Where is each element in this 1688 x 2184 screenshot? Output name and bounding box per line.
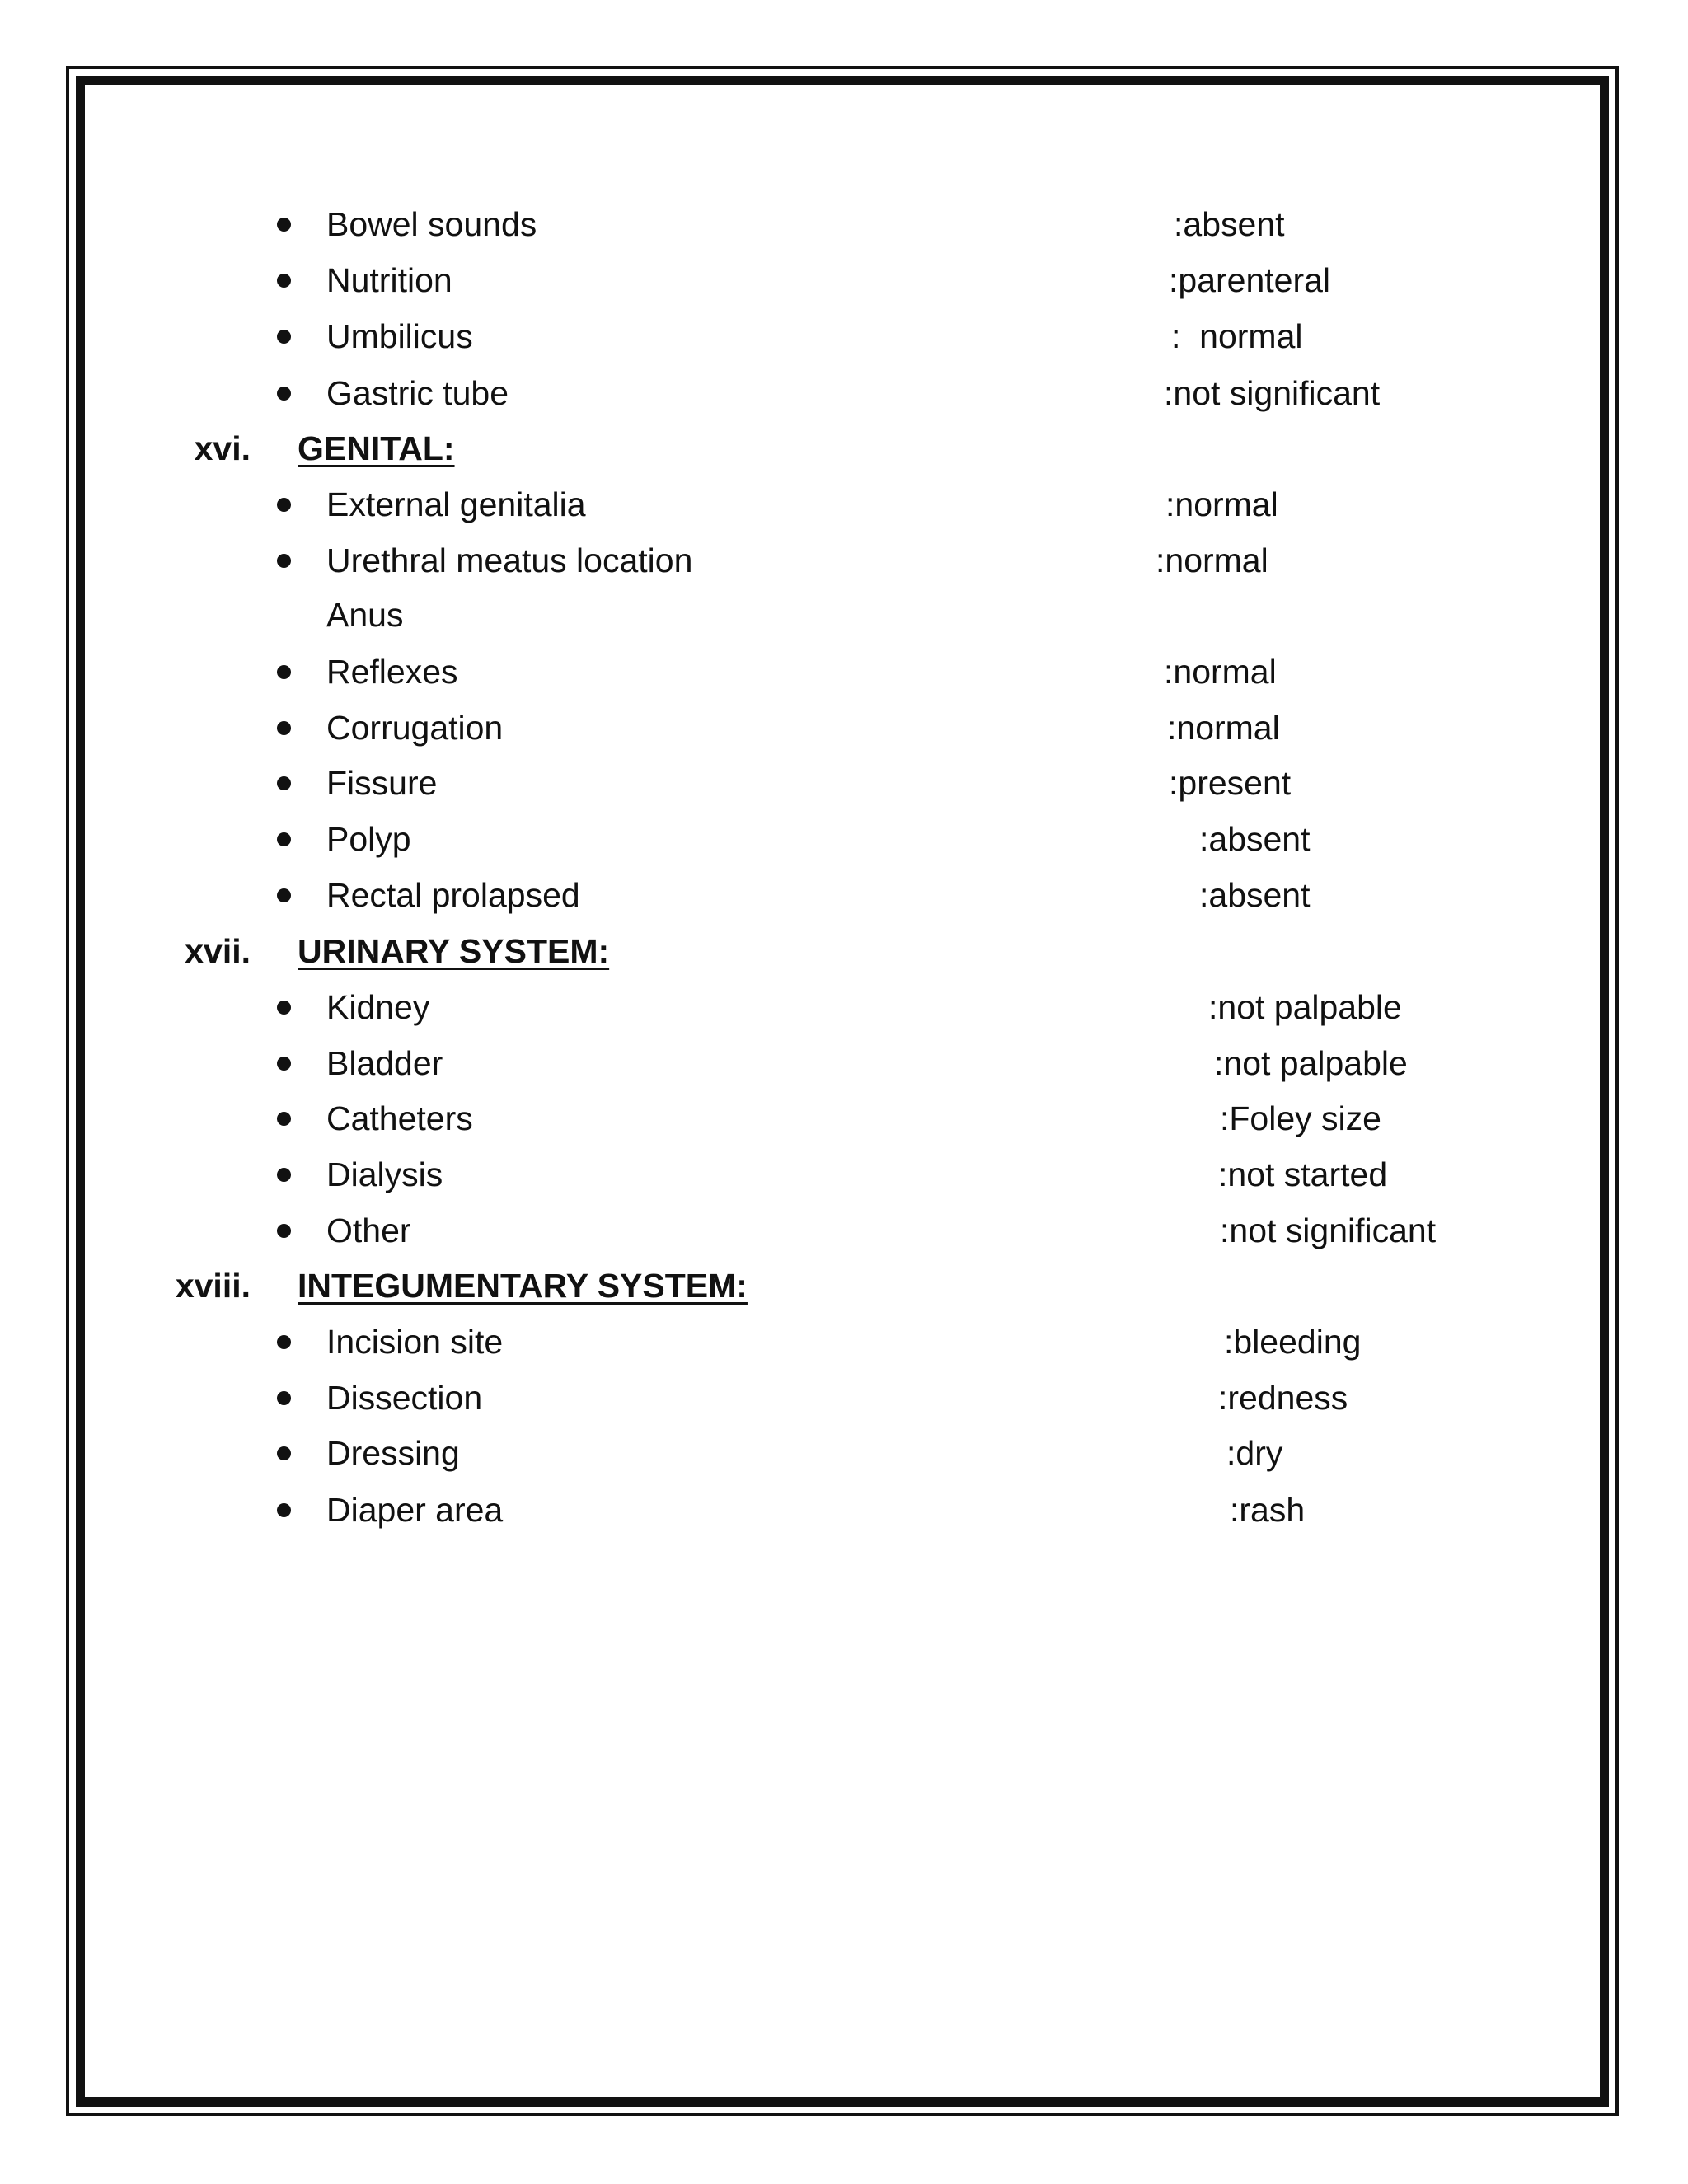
bullet-icon (277, 888, 291, 902)
item-value: :Foley size (1220, 1099, 1381, 1137)
bullet-icon (277, 1112, 291, 1126)
item-value: :not started (1218, 1155, 1388, 1193)
item-value: :dry (1226, 1434, 1283, 1472)
item-label: Dissection (326, 1379, 483, 1417)
subheading-label: Anus (326, 596, 404, 634)
item-value: :not significant (1164, 374, 1381, 412)
bullet-icon (277, 1168, 291, 1182)
section-numeral: xvi. (194, 429, 251, 467)
item-value: :bleeding (1224, 1323, 1362, 1361)
bullet-icon (277, 721, 291, 735)
item-value: :not significant (1220, 1212, 1437, 1249)
item-label: Bladder (326, 1044, 443, 1082)
bullet-icon (277, 554, 291, 568)
bullet-icon (277, 1446, 291, 1460)
item-value: :redness (1218, 1379, 1348, 1417)
section-title: INTEGUMENTARY SYSTEM: (298, 1267, 748, 1305)
item-label: Umbilicus (326, 317, 473, 355)
section-title: GENITAL: (298, 429, 455, 467)
item-label: Other (326, 1212, 411, 1249)
item-label: Gastric tube (326, 374, 509, 412)
item-value: :absent (1199, 876, 1311, 914)
section-numeral: xviii. (175, 1267, 251, 1305)
item-label: External genitalia (326, 485, 586, 523)
item-label: Fissure (326, 764, 438, 802)
item-value: :absent (1199, 820, 1311, 858)
item-label: Nutrition (326, 261, 452, 299)
bullet-icon (277, 387, 291, 401)
item-value: :rash (1230, 1491, 1306, 1529)
bullet-icon (277, 498, 291, 512)
bullet-icon (277, 1224, 291, 1238)
item-value: :not palpable (1208, 988, 1402, 1026)
section-title: URINARY SYSTEM: (298, 932, 610, 970)
item-label: Corrugation (326, 709, 504, 747)
item-label: Catheters (326, 1099, 473, 1137)
item-label: Kidney (326, 988, 430, 1026)
item-label: Dressing (326, 1434, 460, 1472)
item-value: :normal (1167, 709, 1280, 747)
bullet-icon (277, 1503, 291, 1517)
bullet-icon (277, 776, 291, 790)
item-label: Bowel sounds (326, 205, 537, 243)
item-label: Reflexes (326, 653, 458, 691)
bullet-icon (277, 1057, 291, 1071)
bullet-icon (277, 1335, 291, 1349)
item-value: :not palpable (1214, 1044, 1408, 1082)
item-label: Urethral meatus location (326, 541, 693, 579)
item-label: Diaper area (326, 1491, 504, 1529)
item-label: Rectal prolapsed (326, 876, 580, 914)
item-value: :absent (1174, 205, 1285, 243)
item-value: :parenteral (1169, 261, 1331, 299)
section-numeral: xvii. (185, 932, 251, 970)
item-value: : normal (1171, 317, 1303, 355)
item-label: Dialysis (326, 1155, 443, 1193)
bullet-icon (277, 1391, 291, 1405)
bullet-icon (277, 274, 291, 288)
item-value: :normal (1164, 653, 1277, 691)
bullet-icon (277, 1001, 291, 1015)
bullet-icon (277, 832, 291, 846)
item-value: :present (1169, 764, 1292, 802)
item-label: Polyp (326, 820, 411, 858)
item-label: Incision site (326, 1323, 504, 1361)
bullet-icon (277, 665, 291, 679)
item-value: :normal (1156, 541, 1268, 579)
bullet-icon (277, 218, 291, 232)
bullet-icon (277, 330, 291, 344)
item-value: :normal (1165, 485, 1278, 523)
